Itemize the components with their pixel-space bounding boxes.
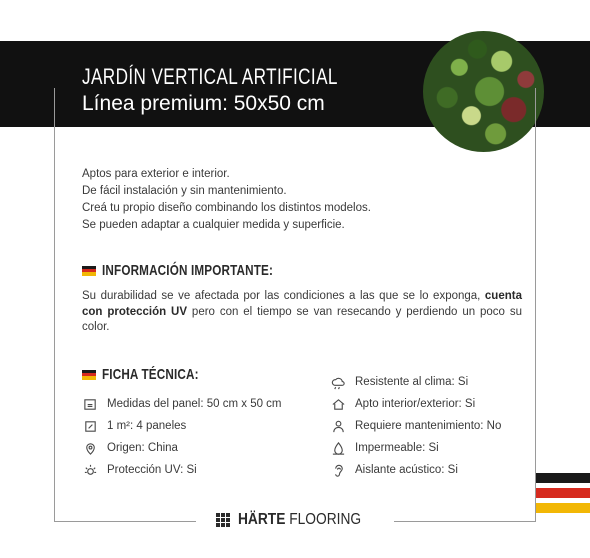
spec-panel-size: Medidas del panel: 50 cm x 50 cm	[82, 396, 282, 412]
german-flag-icon	[82, 266, 96, 276]
page-title: JARDÍN VERTICAL ARTIFICIAL	[82, 64, 338, 89]
intro-line: De fácil instalación y sin mantenimiento.	[82, 185, 287, 197]
location-pin-icon	[82, 440, 98, 456]
water-drop-icon	[330, 440, 346, 456]
weather-icon	[330, 374, 346, 390]
important-text: Su durabilidad se ve afectada por las condiciones a las que se lo exponga, cuenta con protección UV pero con el tiempo se van resecando y perdiendo un poco su color.	[82, 290, 522, 333]
intro-text	[82, 166, 371, 234]
spec-origin: Origen: China	[82, 440, 178, 456]
spec-indoor-outdoor: Apto interior/exterior: Si	[330, 396, 475, 412]
black-stripe	[536, 473, 590, 483]
spec-weather: Resistente al clima: Si	[330, 374, 468, 390]
spec-maintenance: Requiere mantenimiento: No	[330, 418, 501, 434]
gold-stripe	[536, 503, 590, 513]
uv-protection-highlight: cuenta con protección UV	[82, 290, 522, 318]
important-title: INFORMACIÓN IMPORTANTE:	[102, 262, 274, 279]
important-heading	[82, 262, 321, 279]
intro-line: Se pueden adaptar a cualquier medida y superficie.	[82, 219, 345, 231]
red-stripe	[536, 488, 590, 498]
brand-logo	[216, 511, 381, 529]
intro-line: Aptos para exterior e interior.	[82, 168, 230, 180]
house-icon	[330, 396, 346, 412]
logo-mark-icon	[216, 513, 230, 527]
ear-icon	[330, 462, 346, 478]
page-subtitle: Línea premium: 50x50 cm	[82, 92, 325, 115]
intro-line: Creá tu propio diseño combinando los distintos modelos.	[82, 202, 371, 214]
sun-shield-icon	[82, 462, 98, 478]
german-flag-icon	[82, 370, 96, 380]
area-icon	[82, 418, 98, 434]
spec-acoustic: Aislante acústico: Si	[330, 462, 458, 478]
spec-waterproof: Impermeable: Si	[330, 440, 439, 456]
spec-uv: Protección UV: Si	[82, 462, 197, 478]
panel-size-icon	[82, 396, 98, 412]
brand-name: HÄRTE FLOORING	[238, 511, 362, 528]
specs-title: FICHA TÉCNICA:	[102, 366, 199, 383]
maintenance-icon	[330, 418, 346, 434]
spec-area: 1 m²: 4 paneles	[82, 418, 186, 434]
flag-stripes	[536, 473, 590, 518]
specs-heading	[82, 366, 226, 383]
